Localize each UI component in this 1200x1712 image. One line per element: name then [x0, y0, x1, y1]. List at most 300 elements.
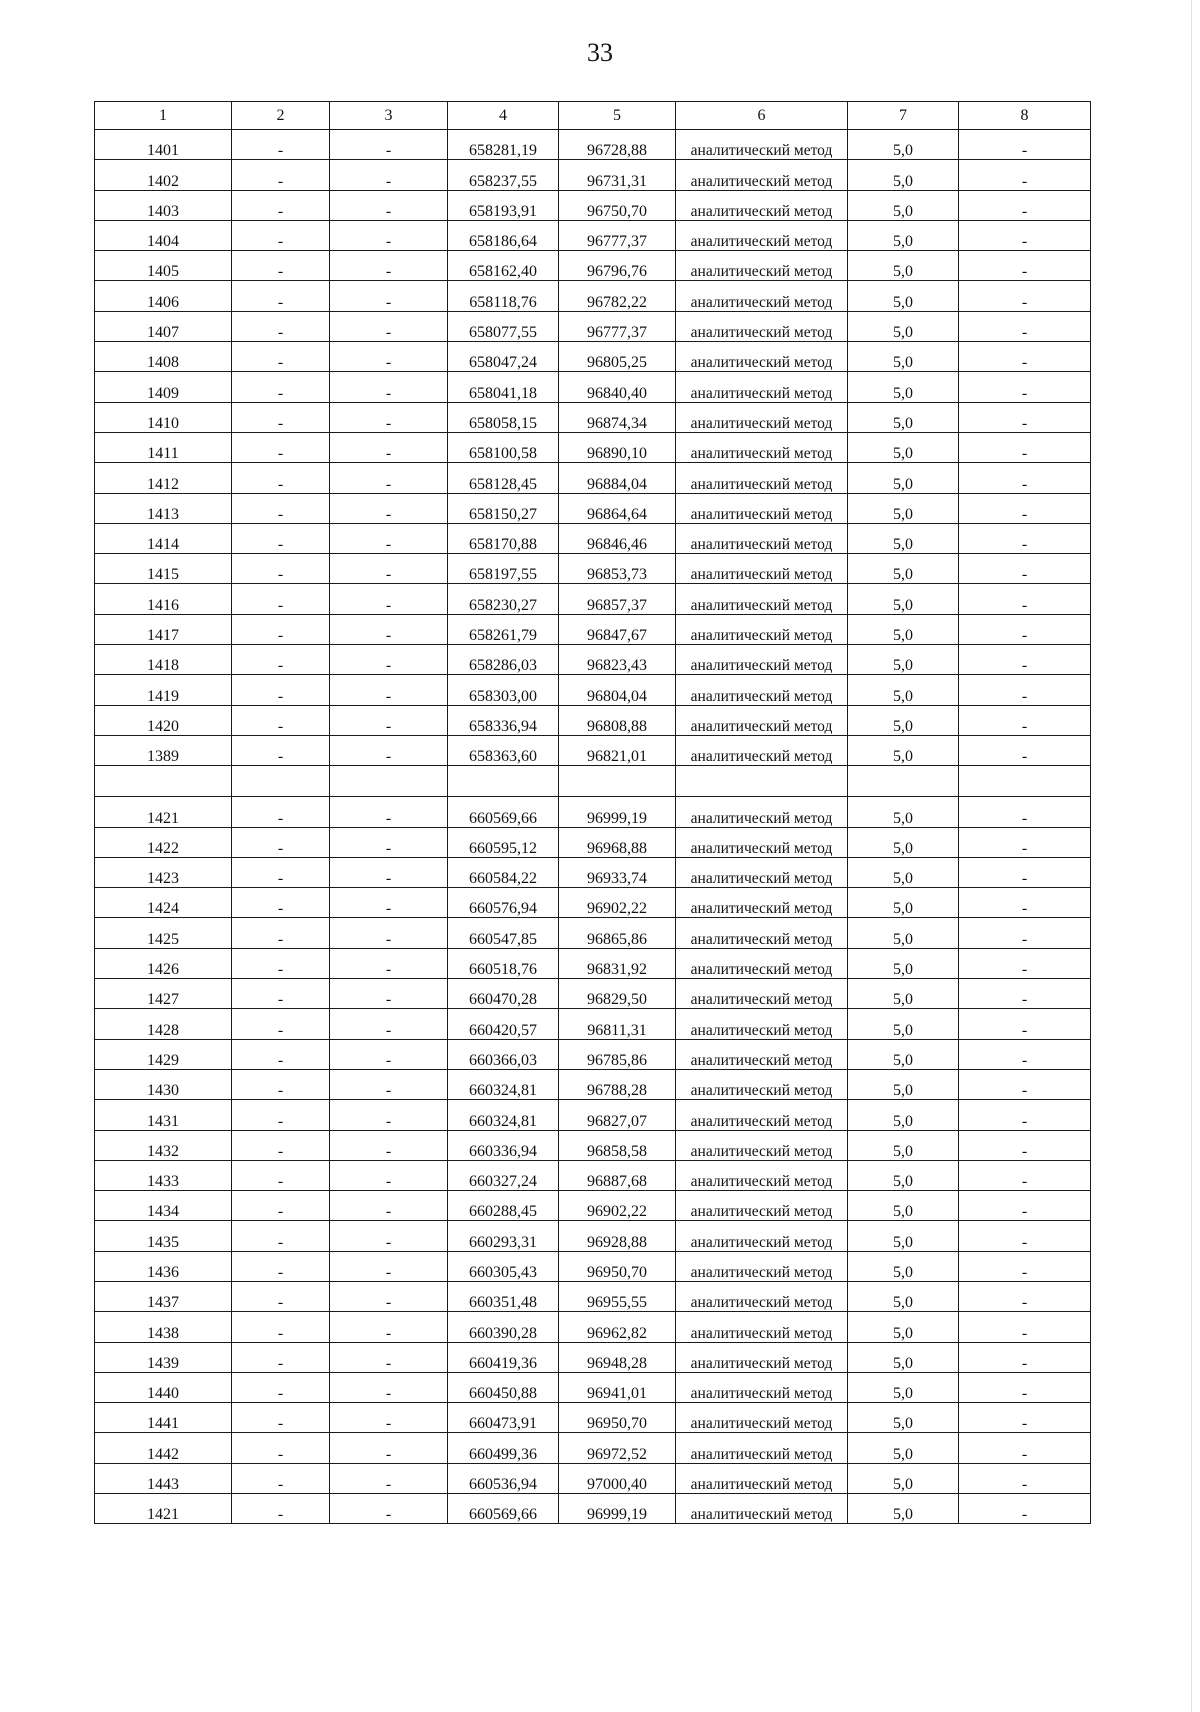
x-coordinate-cell: 660366,03	[448, 1039, 559, 1069]
point-number-cell: 1438	[95, 1312, 232, 1342]
x-coordinate-cell: 660473,91	[448, 1403, 559, 1433]
y-coordinate-cell: 96972,52	[559, 1433, 676, 1463]
table-row	[95, 1403, 1091, 1433]
col8-cell: -	[959, 948, 1091, 978]
col2-cell: -	[232, 1342, 330, 1372]
accuracy-cell: 5,0	[848, 432, 959, 462]
y-coordinate-cell: 96750,70	[559, 190, 676, 220]
point-number-cell: 1407	[95, 311, 232, 341]
col8-cell: -	[959, 1372, 1091, 1402]
method-cell: аналитический метод	[676, 1069, 848, 1099]
empty-separator-row	[95, 766, 1091, 797]
x-coordinate-cell: 658058,15	[448, 402, 559, 432]
point-number-cell: 1439	[95, 1342, 232, 1372]
accuracy-cell: 5,0	[848, 1069, 959, 1099]
col8-cell: -	[959, 493, 1091, 523]
col8-cell: -	[959, 523, 1091, 553]
method-cell: аналитический метод	[676, 281, 848, 311]
y-coordinate-cell: 96805,25	[559, 342, 676, 372]
col2-cell: -	[232, 1463, 330, 1493]
col8-cell: -	[959, 1312, 1091, 1342]
y-coordinate-cell: 96788,28	[559, 1069, 676, 1099]
y-coordinate-cell: 96840,40	[559, 372, 676, 402]
point-number-cell: 1429	[95, 1039, 232, 1069]
table-row	[95, 1191, 1091, 1221]
col2-cell: -	[232, 220, 330, 250]
accuracy-cell: 5,0	[848, 797, 959, 827]
table-row	[95, 705, 1091, 735]
x-coordinate-cell: 660420,57	[448, 1009, 559, 1039]
col2-cell: -	[232, 614, 330, 644]
method-cell: аналитический метод	[676, 220, 848, 250]
col2-cell: -	[232, 342, 330, 372]
accuracy-cell: 5,0	[848, 1160, 959, 1190]
empty-cell	[330, 766, 448, 797]
y-coordinate-cell: 96847,67	[559, 614, 676, 644]
method-cell: аналитический метод	[676, 160, 848, 190]
col2-cell: -	[232, 130, 330, 160]
point-number-cell: 1440	[95, 1372, 232, 1402]
col2-cell: -	[232, 735, 330, 765]
accuracy-cell: 5,0	[848, 1009, 959, 1039]
table-row	[95, 220, 1091, 250]
point-number-cell: 1405	[95, 251, 232, 281]
x-coordinate-cell: 658077,55	[448, 311, 559, 341]
table-row	[95, 190, 1091, 220]
accuracy-cell: 5,0	[848, 1494, 959, 1524]
col2-cell: -	[232, 1160, 330, 1190]
empty-cell	[559, 766, 676, 797]
point-number-cell: 1389	[95, 735, 232, 765]
col8-cell: -	[959, 281, 1091, 311]
col3-cell: -	[330, 1342, 448, 1372]
x-coordinate-cell: 660327,24	[448, 1160, 559, 1190]
col8-cell: -	[959, 1403, 1091, 1433]
col3-cell: -	[330, 1312, 448, 1342]
col3-cell: -	[330, 1039, 448, 1069]
coordinates-table	[94, 101, 1091, 1524]
x-coordinate-cell: 658197,55	[448, 554, 559, 584]
col3-cell: -	[330, 311, 448, 341]
point-number-cell: 1420	[95, 705, 232, 735]
empty-cell	[448, 766, 559, 797]
accuracy-cell: 5,0	[848, 1433, 959, 1463]
method-cell: аналитический метод	[676, 948, 848, 978]
col3-cell: -	[330, 979, 448, 1009]
x-coordinate-cell: 658281,19	[448, 130, 559, 160]
point-number-cell: 1422	[95, 827, 232, 857]
col3-cell: -	[330, 888, 448, 918]
col3-cell: -	[330, 827, 448, 857]
table-row	[95, 948, 1091, 978]
col3-cell: -	[330, 1494, 448, 1524]
col8-cell: -	[959, 402, 1091, 432]
col8-cell: -	[959, 190, 1091, 220]
y-coordinate-cell: 96731,31	[559, 160, 676, 190]
method-cell: аналитический метод	[676, 1342, 848, 1372]
method-cell: аналитический метод	[676, 645, 848, 675]
x-coordinate-cell: 660390,28	[448, 1312, 559, 1342]
col2-cell: -	[232, 584, 330, 614]
col8-cell: -	[959, 342, 1091, 372]
col2-cell: -	[232, 432, 330, 462]
accuracy-cell: 5,0	[848, 1372, 959, 1402]
y-coordinate-cell: 96821,01	[559, 735, 676, 765]
x-coordinate-cell: 660595,12	[448, 827, 559, 857]
col8-cell: -	[959, 1160, 1091, 1190]
x-coordinate-cell: 660536,94	[448, 1463, 559, 1493]
col3-cell: -	[330, 1433, 448, 1463]
col3-cell: -	[330, 614, 448, 644]
col3-cell: -	[330, 1251, 448, 1281]
point-number-cell: 1434	[95, 1191, 232, 1221]
accuracy-cell: 5,0	[848, 311, 959, 341]
point-number-cell: 1426	[95, 948, 232, 978]
method-cell: аналитический метод	[676, 705, 848, 735]
col2-cell: -	[232, 1312, 330, 1342]
col8-cell: -	[959, 857, 1091, 887]
col2-cell: -	[232, 1069, 330, 1099]
col3-cell: -	[330, 1281, 448, 1311]
point-number-cell: 1412	[95, 463, 232, 493]
y-coordinate-cell: 96728,88	[559, 130, 676, 160]
accuracy-cell: 5,0	[848, 1281, 959, 1311]
y-coordinate-cell: 96864,64	[559, 493, 676, 523]
x-coordinate-cell: 658363,60	[448, 735, 559, 765]
point-number-cell: 1414	[95, 523, 232, 553]
col2-cell: -	[232, 281, 330, 311]
x-coordinate-cell: 660569,66	[448, 797, 559, 827]
empty-cell	[848, 766, 959, 797]
col8-cell: -	[959, 220, 1091, 250]
method-cell: аналитический метод	[676, 1100, 848, 1130]
col3-cell: -	[330, 857, 448, 887]
col3-cell: -	[330, 948, 448, 978]
x-coordinate-cell: 658186,64	[448, 220, 559, 250]
point-number-cell: 1401	[95, 130, 232, 160]
accuracy-cell: 5,0	[848, 1251, 959, 1281]
table-row	[95, 584, 1091, 614]
col3-cell: -	[330, 251, 448, 281]
col2-cell: -	[232, 827, 330, 857]
accuracy-cell: 5,0	[848, 735, 959, 765]
point-number-cell: 1432	[95, 1130, 232, 1160]
method-cell: аналитический метод	[676, 1039, 848, 1069]
col3-cell: -	[330, 463, 448, 493]
y-coordinate-cell: 96808,88	[559, 705, 676, 735]
accuracy-cell: 5,0	[848, 372, 959, 402]
accuracy-cell: 5,0	[848, 979, 959, 1009]
table-row	[95, 281, 1091, 311]
point-number-cell: 1410	[95, 402, 232, 432]
empty-cell	[959, 766, 1091, 797]
table-row	[95, 160, 1091, 190]
point-number-cell: 1442	[95, 1433, 232, 1463]
col2-cell: -	[232, 1403, 330, 1433]
col8-cell: -	[959, 251, 1091, 281]
y-coordinate-cell: 96777,37	[559, 311, 676, 341]
table-row	[95, 311, 1091, 341]
y-coordinate-cell: 96829,50	[559, 979, 676, 1009]
point-number-cell: 1404	[95, 220, 232, 250]
y-coordinate-cell: 96857,37	[559, 584, 676, 614]
col2-cell: -	[232, 1281, 330, 1311]
y-coordinate-cell: 96782,22	[559, 281, 676, 311]
y-coordinate-cell: 96796,76	[559, 251, 676, 281]
col8-cell: -	[959, 979, 1091, 1009]
point-number-cell: 1415	[95, 554, 232, 584]
col3-cell: -	[330, 1100, 448, 1130]
point-number-cell: 1436	[95, 1251, 232, 1281]
col3-cell: -	[330, 523, 448, 553]
table-row	[95, 493, 1091, 523]
table-row	[95, 1372, 1091, 1402]
col3-cell: -	[330, 1221, 448, 1251]
accuracy-cell: 5,0	[848, 251, 959, 281]
col2-cell: -	[232, 402, 330, 432]
col2-cell: -	[232, 1494, 330, 1524]
accuracy-cell: 5,0	[848, 584, 959, 614]
col8-cell: -	[959, 130, 1091, 160]
x-coordinate-cell: 658170,88	[448, 523, 559, 553]
x-coordinate-cell: 658041,18	[448, 372, 559, 402]
col3-cell: -	[330, 432, 448, 462]
y-coordinate-cell: 96950,70	[559, 1403, 676, 1433]
y-coordinate-cell: 96853,73	[559, 554, 676, 584]
col3-cell: -	[330, 1403, 448, 1433]
col2-cell: -	[232, 372, 330, 402]
point-number-cell: 1443	[95, 1463, 232, 1493]
x-coordinate-cell: 660450,88	[448, 1372, 559, 1402]
method-cell: аналитический метод	[676, 888, 848, 918]
y-coordinate-cell: 96962,82	[559, 1312, 676, 1342]
method-cell: аналитический метод	[676, 1494, 848, 1524]
col3-cell: -	[330, 372, 448, 402]
col8-cell: -	[959, 1463, 1091, 1493]
accuracy-cell: 5,0	[848, 645, 959, 675]
method-cell: аналитический метод	[676, 1160, 848, 1190]
accuracy-cell: 5,0	[848, 402, 959, 432]
table-row	[95, 675, 1091, 705]
accuracy-cell: 5,0	[848, 857, 959, 887]
point-number-cell: 1419	[95, 675, 232, 705]
col2-cell: -	[232, 463, 330, 493]
accuracy-cell: 5,0	[848, 1191, 959, 1221]
accuracy-cell: 5,0	[848, 614, 959, 644]
table-row	[95, 857, 1091, 887]
scan-edge-line	[1191, 0, 1192, 1712]
col2-cell: -	[232, 797, 330, 827]
method-cell: аналитический метод	[676, 493, 848, 523]
col3-cell: -	[330, 190, 448, 220]
col3-cell: -	[330, 160, 448, 190]
x-coordinate-cell: 660351,48	[448, 1281, 559, 1311]
col8-cell: -	[959, 1281, 1091, 1311]
x-coordinate-cell: 658230,27	[448, 584, 559, 614]
method-cell: аналитический метод	[676, 554, 848, 584]
col8-cell: -	[959, 1191, 1091, 1221]
col8-cell: -	[959, 1342, 1091, 1372]
point-number-cell: 1421	[95, 797, 232, 827]
method-cell: аналитический метод	[676, 1191, 848, 1221]
x-coordinate-cell: 658118,76	[448, 281, 559, 311]
accuracy-cell: 5,0	[848, 888, 959, 918]
method-cell: аналитический метод	[676, 1281, 848, 1311]
method-cell: аналитический метод	[676, 979, 848, 1009]
column-header: 7	[848, 102, 959, 130]
y-coordinate-cell: 96902,22	[559, 888, 676, 918]
method-cell: аналитический метод	[676, 584, 848, 614]
col2-cell: -	[232, 1191, 330, 1221]
accuracy-cell: 5,0	[848, 675, 959, 705]
col8-cell: -	[959, 1433, 1091, 1463]
y-coordinate-cell: 96874,34	[559, 402, 676, 432]
y-coordinate-cell: 96887,68	[559, 1160, 676, 1190]
x-coordinate-cell: 658261,79	[448, 614, 559, 644]
x-coordinate-cell: 660470,28	[448, 979, 559, 1009]
table-row	[95, 1069, 1091, 1099]
col3-cell: -	[330, 493, 448, 523]
y-coordinate-cell: 96948,28	[559, 1342, 676, 1372]
col8-cell: -	[959, 888, 1091, 918]
col3-cell: -	[330, 1160, 448, 1190]
accuracy-cell: 5,0	[848, 160, 959, 190]
accuracy-cell: 5,0	[848, 190, 959, 220]
col2-cell: -	[232, 554, 330, 584]
col3-cell: -	[330, 402, 448, 432]
table-row	[95, 342, 1091, 372]
accuracy-cell: 5,0	[848, 281, 959, 311]
method-cell: аналитический метод	[676, 311, 848, 341]
point-number-cell: 1423	[95, 857, 232, 887]
column-header: 5	[559, 102, 676, 130]
point-number-cell: 1421	[95, 1494, 232, 1524]
point-number-cell: 1417	[95, 614, 232, 644]
accuracy-cell: 5,0	[848, 554, 959, 584]
table-row	[95, 918, 1091, 948]
method-cell: аналитический метод	[676, 1403, 848, 1433]
col8-cell: -	[959, 614, 1091, 644]
accuracy-cell: 5,0	[848, 1221, 959, 1251]
col8-cell: -	[959, 675, 1091, 705]
table-header-row	[95, 102, 1091, 130]
x-coordinate-cell: 660288,45	[448, 1191, 559, 1221]
col8-cell: -	[959, 554, 1091, 584]
col2-cell: -	[232, 251, 330, 281]
x-coordinate-cell: 658336,94	[448, 705, 559, 735]
col2-cell: -	[232, 1130, 330, 1160]
y-coordinate-cell: 96865,86	[559, 918, 676, 948]
y-coordinate-cell: 96811,31	[559, 1009, 676, 1039]
x-coordinate-cell: 660576,94	[448, 888, 559, 918]
method-cell: аналитический метод	[676, 402, 848, 432]
y-coordinate-cell: 96941,01	[559, 1372, 676, 1402]
method-cell: аналитический метод	[676, 797, 848, 827]
method-cell: аналитический метод	[676, 523, 848, 553]
col2-cell: -	[232, 1372, 330, 1402]
table-row	[95, 1221, 1091, 1251]
method-cell: аналитический метод	[676, 251, 848, 281]
col8-cell: -	[959, 645, 1091, 675]
col2-cell: -	[232, 1433, 330, 1463]
col2-cell: -	[232, 1221, 330, 1251]
col8-cell: -	[959, 797, 1091, 827]
table-body-group-2	[95, 797, 1091, 1524]
x-coordinate-cell: 660324,81	[448, 1069, 559, 1099]
table-body-group-1	[95, 130, 1091, 766]
method-cell: аналитический метод	[676, 130, 848, 160]
method-cell: аналитический метод	[676, 857, 848, 887]
column-header: 2	[232, 102, 330, 130]
point-number-cell: 1409	[95, 372, 232, 402]
table-row	[95, 372, 1091, 402]
x-coordinate-cell: 658100,58	[448, 432, 559, 462]
accuracy-cell: 5,0	[848, 1403, 959, 1433]
col2-cell: -	[232, 160, 330, 190]
x-coordinate-cell: 658150,27	[448, 493, 559, 523]
accuracy-cell: 5,0	[848, 523, 959, 553]
y-coordinate-cell: 96968,88	[559, 827, 676, 857]
table-row	[95, 827, 1091, 857]
col3-cell: -	[330, 705, 448, 735]
y-coordinate-cell: 97000,40	[559, 1463, 676, 1493]
empty-cell	[95, 766, 232, 797]
x-coordinate-cell: 660293,31	[448, 1221, 559, 1251]
col3-cell: -	[330, 1372, 448, 1402]
point-number-cell: 1413	[95, 493, 232, 523]
col2-cell: -	[232, 675, 330, 705]
table-row	[95, 979, 1091, 1009]
column-header: 8	[959, 102, 1091, 130]
table-row	[95, 1251, 1091, 1281]
col8-cell: -	[959, 827, 1091, 857]
x-coordinate-cell: 660305,43	[448, 1251, 559, 1281]
point-number-cell: 1425	[95, 918, 232, 948]
accuracy-cell: 5,0	[848, 342, 959, 372]
column-header: 1	[95, 102, 232, 130]
point-number-cell: 1437	[95, 1281, 232, 1311]
col8-cell: -	[959, 584, 1091, 614]
table-gap	[95, 766, 1091, 797]
col8-cell: -	[959, 160, 1091, 190]
method-cell: аналитический метод	[676, 735, 848, 765]
table-row	[95, 797, 1091, 827]
table-row	[95, 888, 1091, 918]
col8-cell: -	[959, 705, 1091, 735]
table-row	[95, 1312, 1091, 1342]
method-cell: аналитический метод	[676, 372, 848, 402]
column-header: 3	[330, 102, 448, 130]
x-coordinate-cell: 658303,00	[448, 675, 559, 705]
col3-cell: -	[330, 1463, 448, 1493]
y-coordinate-cell: 96831,92	[559, 948, 676, 978]
col2-cell: -	[232, 1009, 330, 1039]
point-number-cell: 1411	[95, 432, 232, 462]
table-row	[95, 614, 1091, 644]
accuracy-cell: 5,0	[848, 1312, 959, 1342]
table-row	[95, 432, 1091, 462]
table-row	[95, 1433, 1091, 1463]
method-cell: аналитический метод	[676, 1221, 848, 1251]
col3-cell: -	[330, 645, 448, 675]
table-row	[95, 1281, 1091, 1311]
point-number-cell: 1424	[95, 888, 232, 918]
x-coordinate-cell: 660547,85	[448, 918, 559, 948]
col3-cell: -	[330, 342, 448, 372]
point-number-cell: 1433	[95, 1160, 232, 1190]
page-number: 33	[587, 38, 613, 67]
table-row	[95, 554, 1091, 584]
